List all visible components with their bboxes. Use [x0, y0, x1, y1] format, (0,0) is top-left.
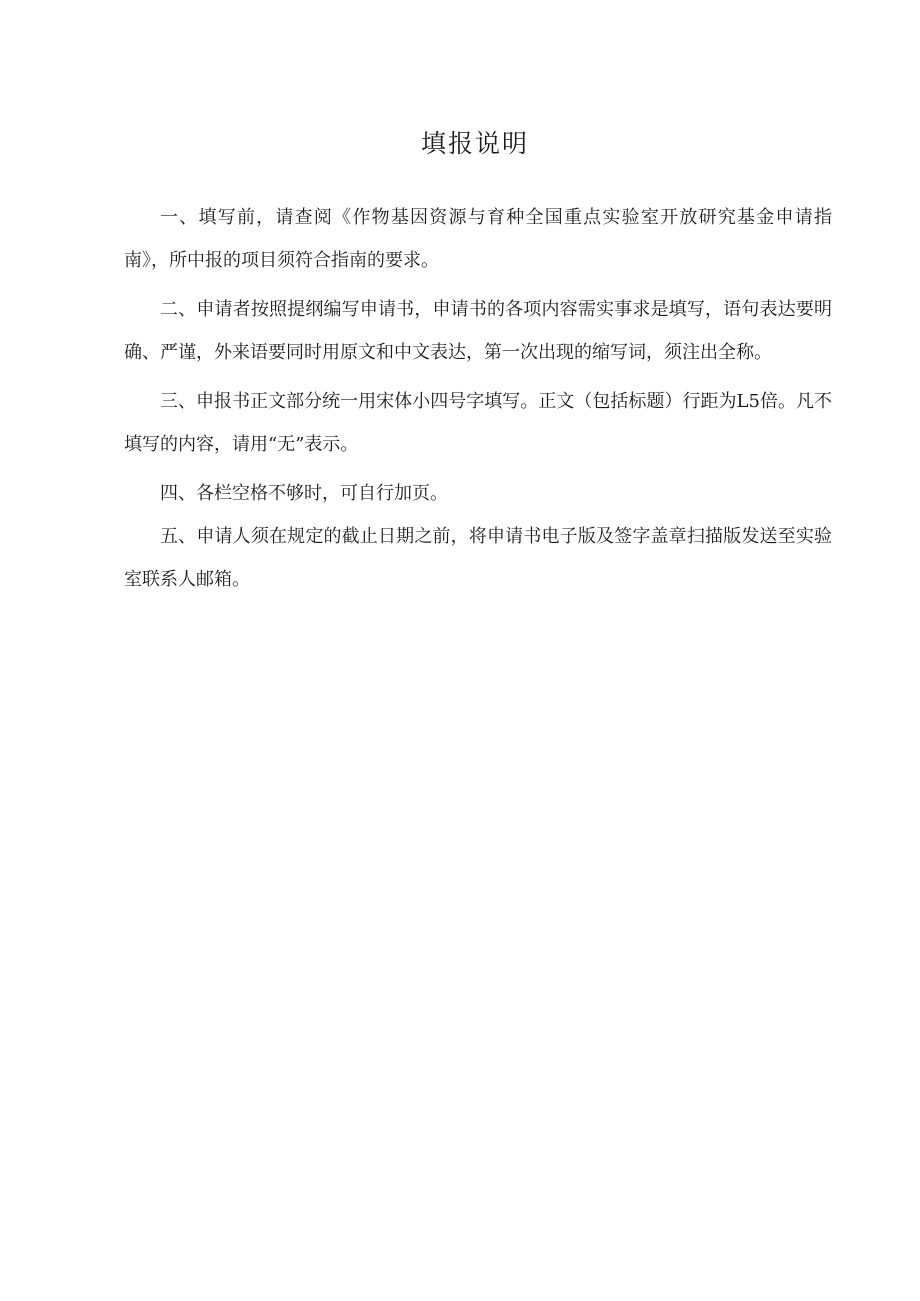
- instruction-paragraph-4: 四、各栏空格不够时，可自行加页。: [160, 483, 448, 504]
- page-title: 填报说明: [420, 129, 529, 158]
- instructions-body: [124, 196, 832, 601]
- instruction-paragraph-3: 三、申报书正文部分统一用宋体小四号字填写。正文（包括标题）行距为L5倍。凡不填写的内容，请用“无”表示。: [124, 391, 832, 455]
- instruction-paragraph-5: 五、申请人须在规定的截止日期之前，将申请书电子版及签字盖章扫描版发送至实验室联系人邮箱。: [124, 526, 832, 590]
- instruction-paragraph-1: 一、填写前，请查阅《作物基因资源与育种全国重点实验室开放研究基金申请指南》，所中报的项目须符合指南的要求。: [124, 207, 832, 271]
- instruction-paragraph-2: 二、申请者按照提纲编写申请书，申请书的各项内容需实事求是填写，语句表达要明确、严谨，外来语要同时用原文和中文表达，第一次出现的缩写词，须注出全称。: [124, 299, 832, 363]
